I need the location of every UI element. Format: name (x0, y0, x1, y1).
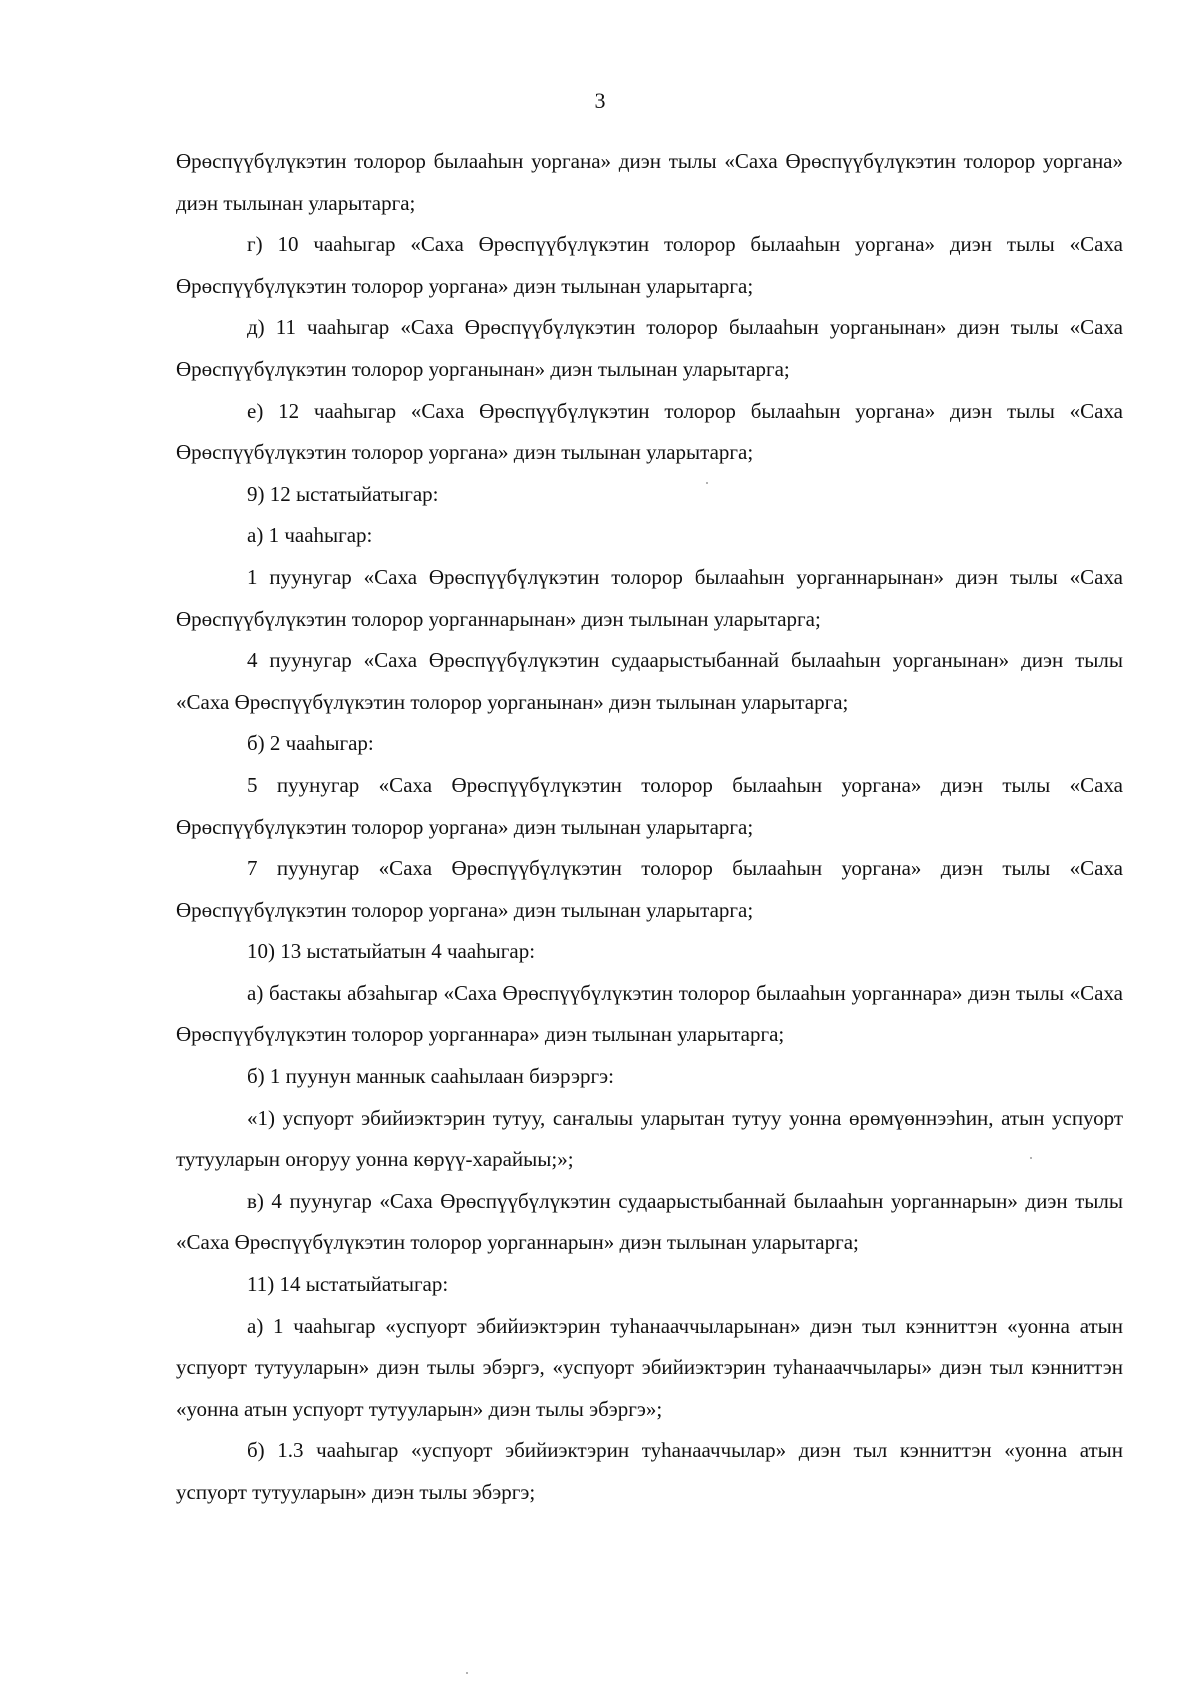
paragraph-continuation: Өрөспүүбүлүкэтин толорор былааһын уоргана» диэн тылы «Саха Өрөспүүбүлүкэтин толорор уоргана» диэн тылынан уларытарга; (176, 149, 1123, 215)
paragraph-article-12-heading: 9) 12 ыстатыйатыгар: (247, 481, 439, 506)
paragraph-part-1-heading: а) 1 чааһыгар: (247, 523, 373, 548)
document-body (176, 141, 1123, 1514)
scan-speck (706, 482, 708, 484)
paragraph-article-13-heading: 10) 13 ыстатыйатын 4 чааһыгар: (247, 939, 536, 964)
paragraph-point-1: 1 пуунугар «Саха Өрөспүүбүлүкэтин толорор былааһын уорганнарынан» диэн тылы «Саха Өрөспүүбүлүкэтин толорор уорганнарынан» диэн тылынан уларытарга; (176, 564, 1123, 631)
paragraph-item-e: е) 12 чааһыгар «Саха Өрөспүүбүлүкэтин толорор былааһын уоргана» диэн тылы «Саха Өрөспүүбүлүкэтин толорор уоргана» диэн тылынан уларытарга; (176, 398, 1123, 465)
paragraph-item-d: д) 11 чааһыгар «Саха Өрөспүүбүлүкэтин толорор былааһын уорганынан» диэн тылы «Саха Өрөспүүбүлүкэтин толорор уорганынан» диэн тылынан уларытарга; (176, 315, 1123, 381)
paragraph-article-14-part-1-3: б) 1.3 чааһыгар «успуорт эбийиэктэрин туһанааччылар» диэн тыл кэнниттэн «уонна атын успуорт тутууларын» диэн тылы эбэргэ; (176, 1438, 1123, 1504)
paragraph-point-7: 7 пуунугар «Саха Өрөспүүбүлүкэтин толорор былааһын уоргана» диэн тылы «Саха Өрөспүүбүлүкэтин толорор уоргана» диэн тылынан уларытарга; (176, 856, 1123, 922)
paragraph-part-2-heading: б) 2 чааһыгар: (247, 731, 374, 756)
page-number: 3 (594, 88, 606, 113)
paragraph-quoted-point-1: «1) успуорт эбийиэктэрин тутуу, саҥалыы уларытан тутуу уонна өрөмүөннээһин, атын успуорт тутууларын оҥоруу уонна көрүү-харайыы;»; (176, 1105, 1123, 1172)
paragraph-point-4: 4 пуунугар «Саха Өрөспүүбүлүкэтин судаарыстыбаннай былааһын уорганынан» диэн тылы «Саха Өрөспүүбүлүкэтин толорор уорганынан» диэн тылынан уларытарга; (176, 648, 1123, 714)
paragraph-article-14-heading: 11) 14 ыстатыйатыгар: (247, 1272, 449, 1297)
paragraph-first-abzac: а) бастакы абзаһыгар «Саха Өрөспүүбүлүкэтин толорор былааһын уорганнара» диэн тылы «Саха Өрөспүүбүлүкэтин толорор уорганнара» диэн тылынан уларытарга; (176, 980, 1123, 1047)
paragraph-item-g: г) 10 чааһыгар «Саха Өрөспүүбүлүкэтин толорор былааһын уоргана» диэн тылы «Саха Өрөспүүбүлүкэтин толорор уоргана» диэн тылынан уларытарга; (176, 232, 1123, 298)
paragraph-point-5: 5 пуунугар «Саха Өрөспүүбүлүкэтин толорор былааһын уоргана» диэн тылы «Саха Өрөспүүбүлүкэтин толорор уоргана» диэн тылынан уларытарга; (176, 772, 1123, 839)
scan-speck (466, 1672, 468, 1674)
paragraph-point-1-restate: б) 1 пуунун маннык сааһылаан биэрэргэ: (247, 1064, 615, 1089)
scan-speck (1030, 1157, 1032, 1159)
paragraph-item-v: в) 4 пуунугар «Саха Өрөспүүбүлүкэтин судаарыстыбаннай былааһын уорганнарын» диэн тылы «Саха Өрөспүүбүлүкэтин толорор уорганнарын» диэн тылынан уларытарга; (176, 1188, 1123, 1255)
paragraph-article-14-part-1: а) 1 чааһыгар «успуорт эбийиэктэрин туһанааччыларынан» диэн тыл кэнниттэн «уонна атын успуорт тутууларын» диэн тылы эбэргэ, «успуорт эбийиэктэрин туһанааччылары» диэн тыл кэнниттэн «уонна атын успуорт тутууларын» диэн тылы эбэргэ»; (176, 1313, 1123, 1421)
